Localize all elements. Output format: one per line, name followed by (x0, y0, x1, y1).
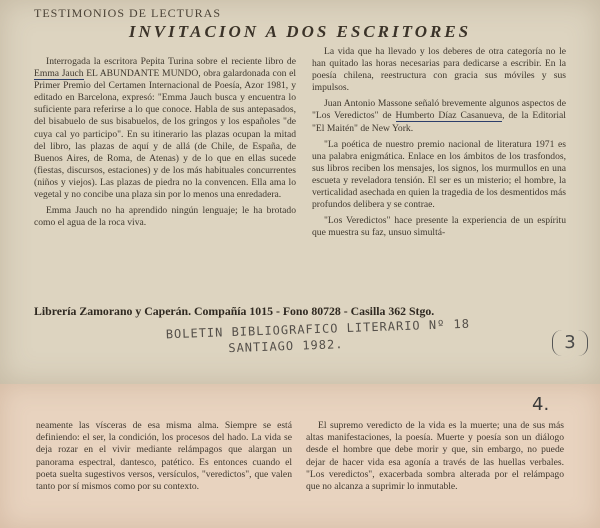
page-number: 4. (532, 394, 550, 415)
publisher-footer: Librería Zamorano y Caperán. Compañía 1015 - Fono 80728 - Casilla 362 Stgo. (34, 304, 435, 318)
right-paragraph-2: Juan Antonio Massone señaló brevemente algunos aspectos de "Los Veredictos" de Humberto Díaz Casanueva, de la Editorial "El Maitén" de New York. (312, 98, 566, 134)
handwritten-line-1: BOLETIN BIBLIOGRAFICO LITERARIO Nº 18 (165, 316, 471, 342)
right-paragraph-4: "Los Veredictos" hace presente la experiencia de un espíritu que muestra su faz, unsuo simultá- (312, 215, 566, 239)
section-label: TESTIMONIOS DE LECTURAS (34, 6, 221, 20)
left-paragraph-1: Interrogada la escritora Pepita Turina sobre el reciente libro de Emma Jauch EL ABUNDANTE MUNDO, obra galardonada con el Primer Premio del Certamen Internacional de Poesía, Azor 1981, y editado en Barcelona, expresó: "Emma Jauch busca y encuentra lo suficiente para referirse a lo que conoce. Habla de sus antepasados, del bisabuelo de sus bisabuelos, de los gringos y los españoles "de cuya cal yo participo". En su itinerario las plazas ocupan la mitad del libro, las plazas de aquí y de allá (de Chile, de España, de Buenos Aires, de Roma, de Atenas) y de lo que en ellas sucede (fiestas, discursos, estaciones) y de los más habituales concurrentes (niños y viejos). Las plazas de piedra no la convencen. Ella ama lo vegetal y no concibe una plaza sin por lo menos una enredadera. (34, 56, 296, 201)
left-column (34, 56, 296, 233)
right-column (312, 46, 566, 243)
headline: INVITACION A DOS ESCRITORES (128, 22, 472, 41)
right-paragraph-3: "La poética de nuestro premio nacional de literatura 1971 es una palabra enigmática. Enlace en los ámbitos de los trasfondos, sus libros reciben los mensajes, los signos, los murmullos en una escueta y reveladora tensión. El ser es un misterio; el hombre, la verticalidad asechada en quien la tragedia de los desmentidos más profundos delibera y se contrae. (312, 138, 566, 211)
bottom-right-column (306, 420, 564, 493)
bottom-left-column (36, 420, 292, 493)
underlined-author-name-2: Humberto Díaz Casanueva (395, 110, 503, 122)
left-paragraph-2: Emma Jauch no ha aprendido ningún lenguaje; le ha brotado como el agua de la roca viva. (34, 205, 296, 229)
bottom-left-paragraph: neamente las vísceras de esa misma alma. Siempre se está definiendo: el ser, la condición, los procesos del hado. La vida se deja rozar en el vivir mediante relámpagos que alargan un panorama espectral, dantesco, patético. Es entonces cuando el poeta suelta sugestivos versos, versículos, "veredictos", que valen tanto por sí mismos como por su contexto. (36, 420, 292, 493)
circled-page-mark: 3 (552, 330, 588, 356)
underlined-author-name: Emma Jauch (34, 68, 84, 80)
right-paragraph-1: La vida que ha llevado y los deberes de otra categoría no le han quitado las horas necesarias para dedicarse a escribir. En la poesía chilena, reestructura con gracia sus móviles y sus impulsos. (312, 46, 566, 94)
handwritten-line-2: SANTIAGO 1982. (228, 337, 344, 356)
bottom-right-paragraph: El supremo veredicto de la vida es la muerte; una de sus más altas manifestaciones, la poesía. Muerte y poesía son un diálogo desde el hombre que debe morir y que, sin embargo, no puede dejar de hacer vida esa agonía a través de las huellas verbales. "Los veredictos", exacerbada sombra alterada por el relámpago que no alcanza a suprimir lo inmutable. (306, 420, 564, 493)
